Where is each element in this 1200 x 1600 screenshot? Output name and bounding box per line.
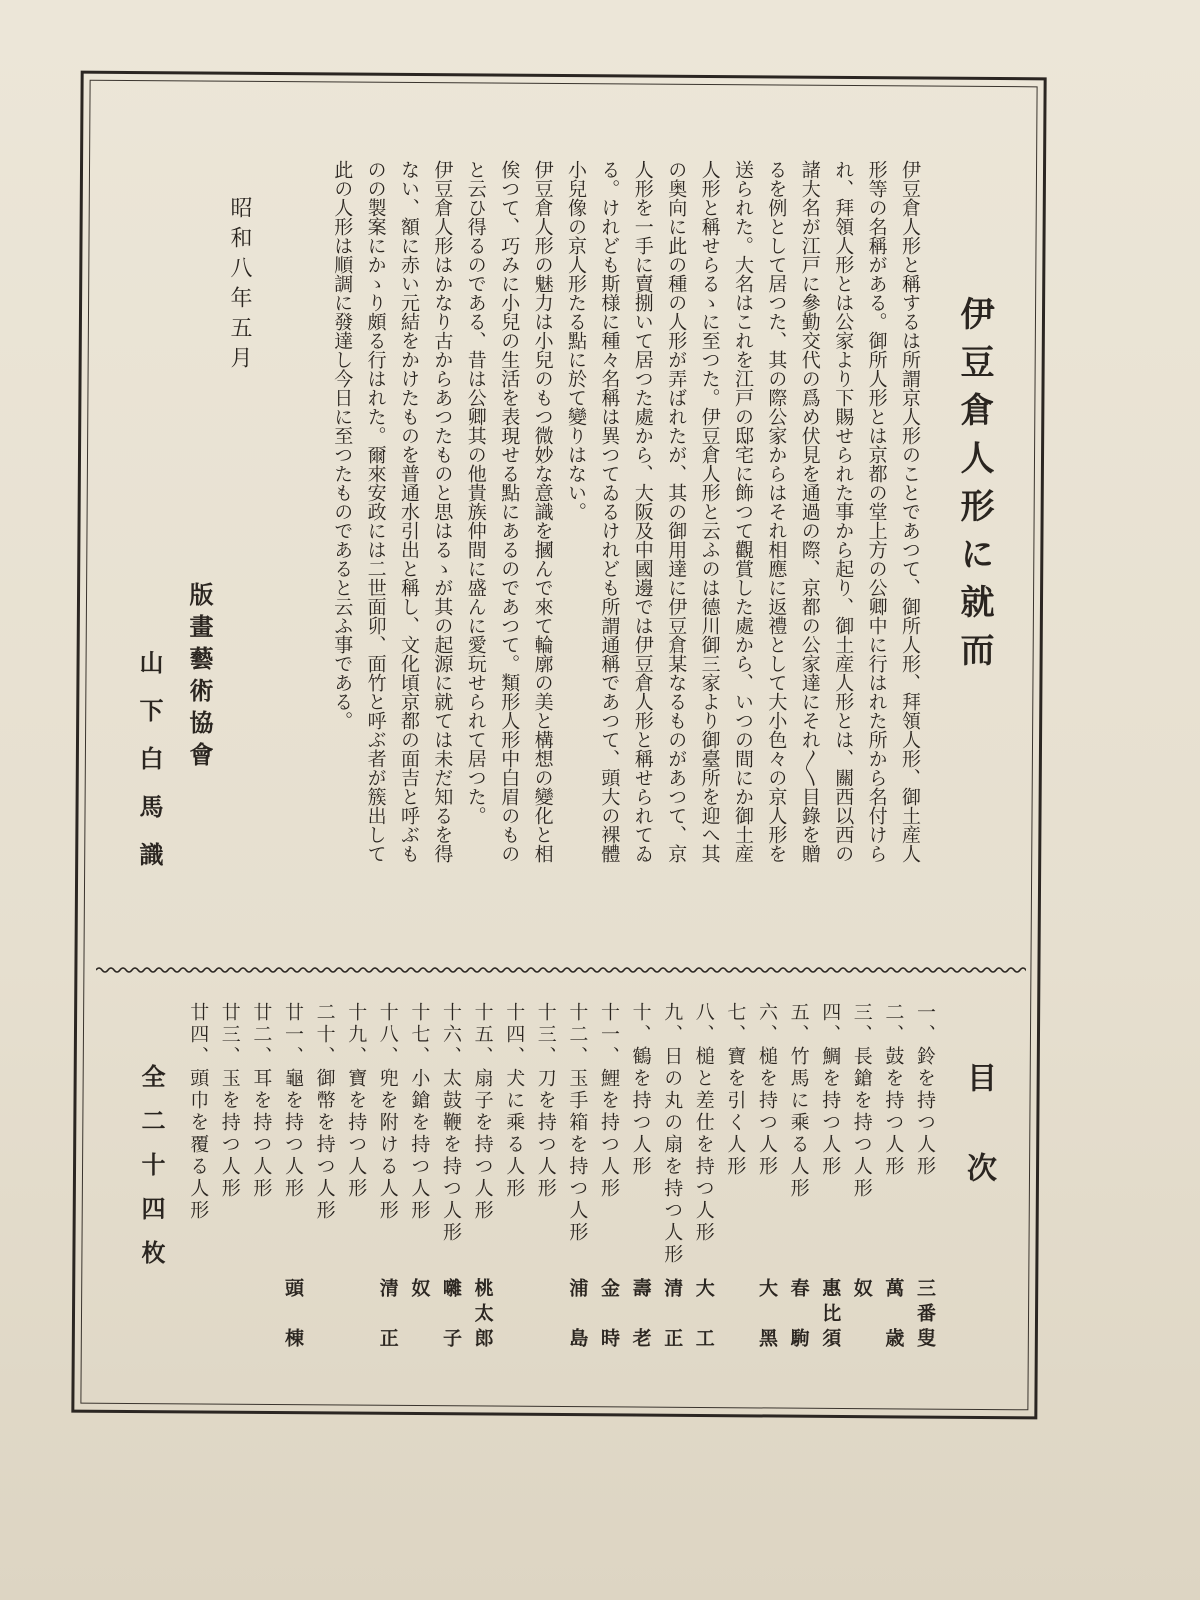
contents-item-character: 大 工 (692, 1278, 715, 1353)
contents-item-character: 壽 老 (629, 1278, 652, 1353)
contents-item-character: 浦 島 (566, 1278, 589, 1353)
contents-total: 全二十四枚 (137, 1064, 166, 1284)
publisher-name: 版畫藝術協會 (185, 582, 214, 774)
contents-item: 十五、扇子を持つ人形 (471, 1002, 494, 1222)
contents-item-character: 奴 (850, 1278, 873, 1303)
contents-item-character: 大 黑 (756, 1278, 778, 1353)
wavy-divider (96, 966, 1026, 974)
contents-item: 七、寶を引く人形 (724, 1002, 747, 1178)
document-title: 伊豆倉人形に就而 (954, 296, 994, 680)
contents-item-character: 春 駒 (787, 1278, 810, 1353)
contents-item: 十二、玉手箱を持つ人形 (566, 1002, 589, 1244)
contents-item-character: 三番叟 (914, 1278, 936, 1353)
contents-item: 八、槌と差仕を持つ人形 (692, 1002, 715, 1244)
contents-item: 六、槌を持つ人形 (756, 1002, 778, 1178)
contents-item: 十九、寶を持つ人形 (345, 1002, 368, 1200)
contents-item: 十一、鯉を持つ人形 (598, 1002, 620, 1200)
essay-line: れ、拜領人形とは公家より下賜せられた事から起り、御土産人形とは、關西以西の (832, 160, 855, 863)
contents-item: 廿二、耳を持つ人形 (250, 1002, 273, 1200)
contents-title: 目次 (961, 1062, 996, 1242)
essay-line: 人形を一手に賣捌いて居つた處から、大阪及中國邊では伊豆倉人形と稱せられてゐ (631, 160, 654, 863)
contents-item: 四、鯛を持つ人形 (819, 1002, 842, 1178)
contents-item: 廿四、頭巾を覆る人形 (187, 1002, 210, 1222)
contents-item: 二、鼓を持つ人形 (882, 1002, 905, 1178)
essay-line: 伊豆倉人形の魅力は小兒のもつ微妙な意識を摑んで來て輪廓の美と構想の變化と相 (531, 160, 554, 863)
contents-item-character: 金 時 (598, 1278, 620, 1353)
essay-line: 此の人形は順調に發達し今日に至つたものであると云ふ事である。 (331, 160, 354, 730)
contents-item: 九、日の丸の扇を持つ人形 (661, 1002, 684, 1266)
date-line: 昭和八年五月 (227, 196, 252, 376)
essay-line: の奥向に此の種の人形が弄ばれたが、其の御用達に伊豆倉某なるものがあつて、京 (665, 160, 688, 863)
essay-line: ない、額に赤い元結をかけたものを普通水引出と稱し、文化頃京都の面吉と呼ぶも (398, 160, 420, 863)
essay-line: 小兒像の京人形たる點に於て變りはない。 (565, 160, 587, 521)
contents-item-character: 萬 歳 (882, 1278, 905, 1353)
essay-line: 諸大名が江戸に參勤交代の爲め伏見を通過の際、京都の公家達にそれ〳〵目錄を贈 (798, 160, 821, 863)
essay-line: と云ひ得るのである、昔は公卿其の他貴族仲間に盛んに愛玩せられて居つた。 (464, 160, 487, 825)
contents-item-character: 惠比須 (819, 1278, 842, 1353)
contents-item: 一、鈴を持つ人形 (914, 1002, 936, 1178)
contents-item: 二十、御幣を持つ人形 (313, 1002, 336, 1222)
contents-item: 廿三、玉を持つ人形 (218, 1002, 241, 1200)
contents-item: 五、竹馬に乘る人形 (787, 1002, 810, 1200)
contents-item: 十七、小鎗を持つ人形 (408, 1002, 431, 1222)
essay-line: 送られた。大名はこれを江戸の邸宅に飾つて觀賞した處から、いつの間にか御土産 (732, 160, 754, 863)
contents-item-character: 清 正 (376, 1278, 399, 1353)
essay-line: るを例として居つた、其の際公家からはそれ相應に返禮として大小色々の京人形を (765, 160, 788, 863)
essay-line: 人形と稱せらるゝに至つた。伊豆倉人形と云ふのは德川御三家より御臺所を迎へ其 (698, 160, 721, 863)
contents-item-character: 頭 棟 (282, 1278, 304, 1353)
author-signature: 山下白馬識 (135, 650, 164, 890)
contents-item: 十、鶴を持つ人形 (629, 1002, 652, 1178)
contents-item-character: 奴 (408, 1278, 431, 1303)
essay-line: る。けれども斯様に種々名稱は異つてゐるけれども所謂通稱であつて、頭大の裸體 (598, 160, 621, 863)
essay-line: のの製案にかゝり頗る行はれた。爾來安政には二世面卯、面竹と呼ぶ者が簇出して (364, 160, 387, 863)
essay-line: 俟つて、巧みに小兒の生活を表現せる點にあるのであつて。類形人形中白眉のもの (498, 160, 521, 863)
essay-line: 伊豆倉人形はかなり古からあつたものと思はるゝが其の起源に就ては未だ知るを得 (431, 160, 454, 863)
contents-item: 十三、刀を持つ人形 (534, 1002, 557, 1200)
essay-line: 伊豆倉人形と稱するは所謂京人形のことであつて、御所人形、拜領人形、御土産人 (899, 160, 921, 863)
essay-line: 形等の名稱がある。御所人形とは京都の堂上方の公卿中に行はれた所から名付けら (865, 160, 888, 863)
contents-item: 三、長鎗を持つ人形 (850, 1002, 873, 1200)
contents-item: 十四、犬に乘る人形 (503, 1002, 526, 1200)
contents-item: 十六、太鼓鞭を持つ人形 (440, 1002, 462, 1244)
contents-item-character: 清 正 (661, 1278, 684, 1353)
contents-item-character: 桃太郎 (471, 1278, 494, 1353)
contents-item: 廿一、龜を持つ人形 (282, 1002, 304, 1200)
contents-item-character: 囃 子 (440, 1278, 462, 1353)
contents-item: 十八、兜を附ける人形 (376, 1002, 399, 1222)
